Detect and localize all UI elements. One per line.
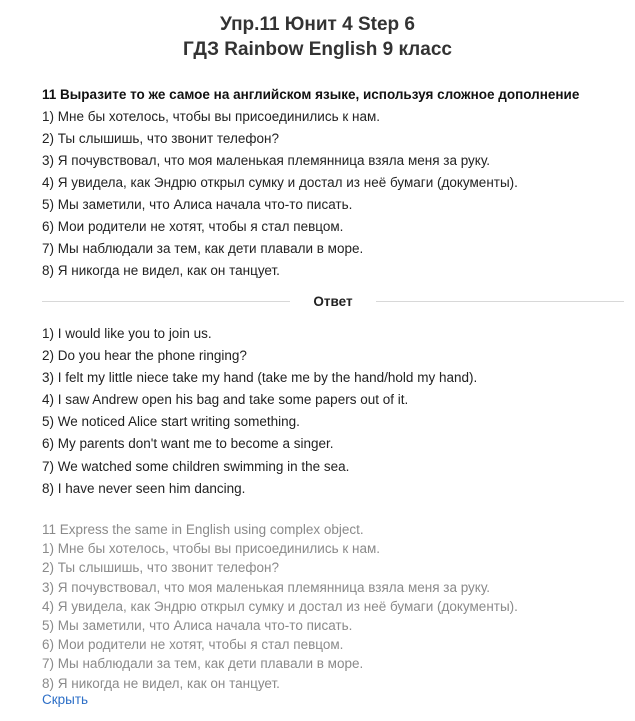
title-line-1: Упр.11 Юнит 4 Step 6 xyxy=(219,14,416,35)
task-item: 7) Мы наблюдали за тем, как дети плавали в море. xyxy=(42,241,364,256)
translation-item: 7) Мы наблюдали за тем, как дети плавали в море. xyxy=(42,656,364,672)
answer-item: 4) I saw Andrew open his bag and take some papers out of it. xyxy=(42,392,409,408)
task-item: 2) Ты слышишь, что звонит телефон? xyxy=(42,131,279,146)
title-line-2: ГДЗ Rainbow English 9 класс xyxy=(183,39,452,60)
answer-item: 3) I felt my little niece take my hand (take me by the hand/hold my hand). xyxy=(42,370,478,386)
task-item: 4) Я увидела, как Эндрю открыл сумку и достал из неё бумаги (документы). xyxy=(42,175,518,190)
task-item: 5) Мы заметили, что Алиса начала что-то писать. xyxy=(42,197,353,212)
translation-item: 1) Мне бы хотелось, чтобы вы присоединились к нам. xyxy=(42,541,381,557)
answer-item: 8) I have never seen him dancing. xyxy=(42,480,246,496)
task-heading: 11 Выразите то же самое на английском языке, используя сложное дополнение xyxy=(42,87,580,102)
answer-item: 6) My parents don't want me to become a singer. xyxy=(42,436,334,452)
answer-item: 2) Do you hear the phone ringing? xyxy=(42,348,247,364)
page-title xyxy=(0,12,635,62)
task-item: 8) Я никогда не видел, как он танцует. xyxy=(42,263,280,278)
answer-item: 5) We noticed Alice start writing something. xyxy=(42,414,300,430)
task-block xyxy=(42,84,579,282)
translation-item: 4) Я увидела, как Эндрю открыл сумку и достал из неё бумаги (документы). xyxy=(42,598,518,614)
translation-item: 5) Мы заметили, что Алиса начала что-то писать. xyxy=(42,618,353,634)
translation-block xyxy=(42,520,518,693)
translation-item: 2) Ты слышишь, что звонит телефон? xyxy=(42,560,279,576)
answer-label: Ответ xyxy=(290,292,376,312)
task-item: 6) Мои родители не хотят, чтобы я стал певцом. xyxy=(42,219,344,234)
translation-item: 6) Мои родители не хотят, чтобы я стал певцом. xyxy=(42,637,344,653)
answer-item: 7) We watched some children swimming in the sea. xyxy=(42,458,350,474)
hide-translation-link[interactable]: Скрыть xyxy=(42,692,89,707)
translation-item: 3) Я почувствовал, что моя маленькая племянница взяла меня за руку. xyxy=(42,579,491,595)
task-item: 1) Мне бы хотелось, чтобы вы присоединились к нам. xyxy=(42,109,381,124)
task-item: 3) Я почувствовал, что моя маленькая племянница взяла меня за руку. xyxy=(42,153,491,168)
translation-heading: 11 Express the same in English using complex object. xyxy=(42,522,364,537)
translation-item: 8) Я никогда не видел, как он танцует. xyxy=(42,675,280,691)
answer-item: 1) I would like you to join us. xyxy=(42,326,212,341)
answer-block xyxy=(42,323,477,500)
